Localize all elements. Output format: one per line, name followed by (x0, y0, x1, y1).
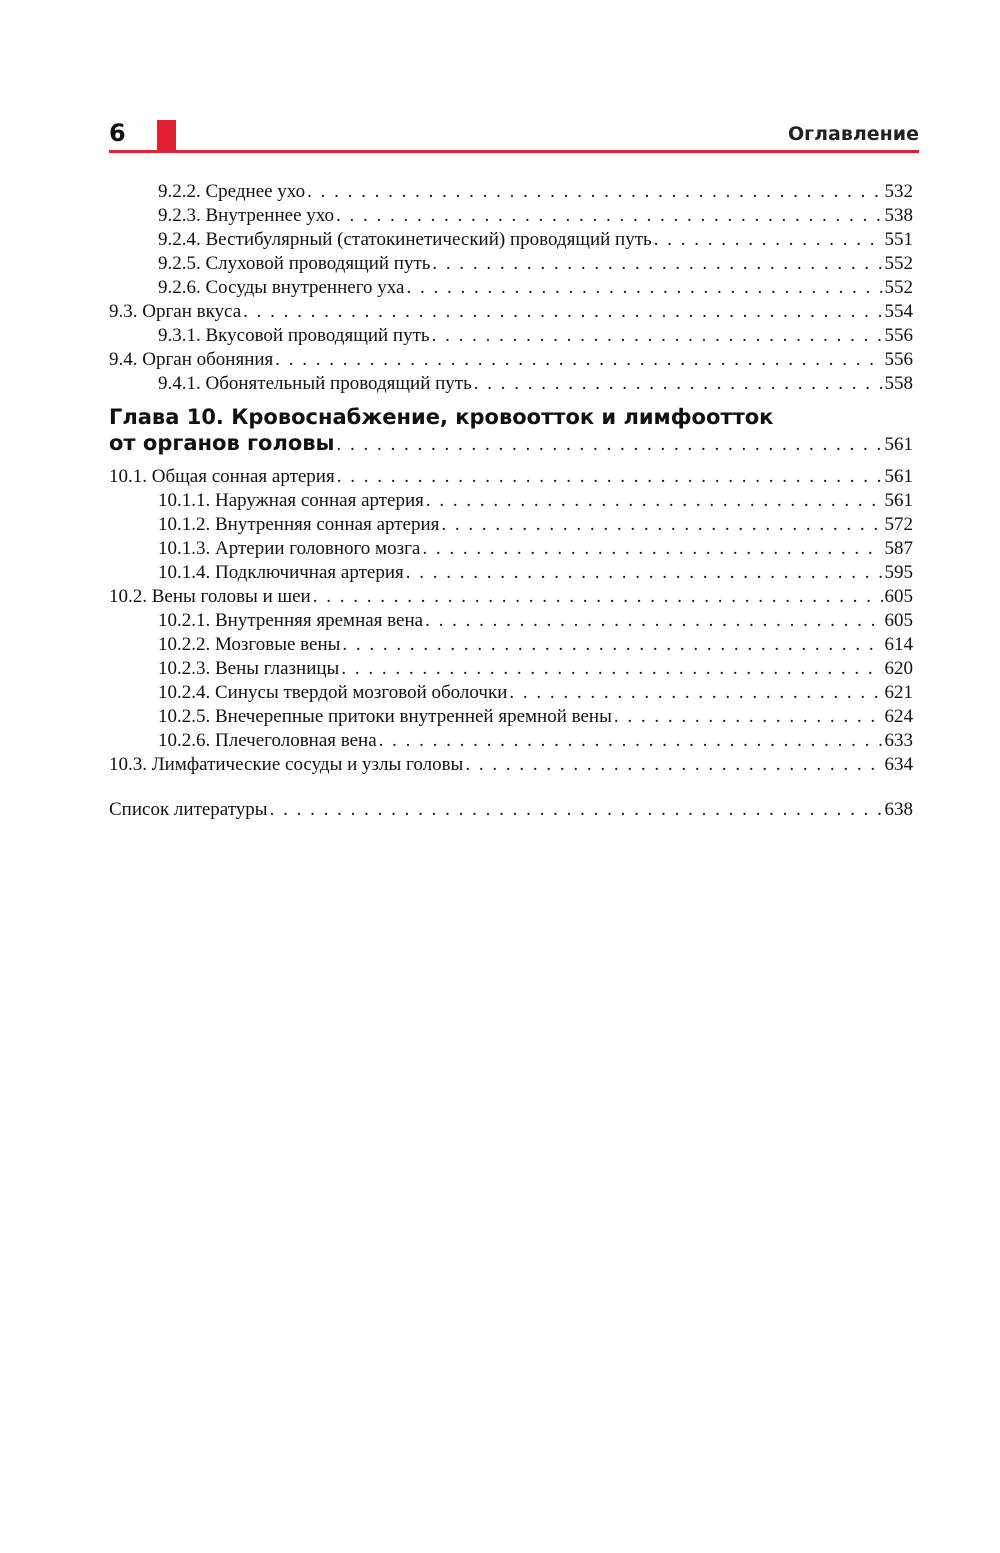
toc-entry[interactable] (109, 657, 913, 681)
toc-entry-label: 10.1.2. Внутренняя сонная артерия (158, 514, 440, 535)
toc-section[interactable] (109, 585, 913, 609)
header-rule (109, 150, 919, 153)
toc-entry-page: 532 (884, 181, 913, 202)
toc-entry-page: 551 (884, 229, 913, 250)
toc-entry-label: 10.1.3. Артерии головного мозга (158, 538, 421, 559)
dot-leader (342, 633, 882, 657)
dot-leader (406, 276, 882, 300)
toc-entry-label: 9.3.1. Вкусовой проводящий путь (158, 325, 430, 346)
toc-entry[interactable] (109, 729, 913, 753)
dot-leader (275, 348, 882, 372)
accent-block (157, 120, 176, 152)
dot-leader (614, 705, 883, 729)
toc-entry-page: 621 (884, 682, 913, 703)
toc-entry-label: 9.2.6. Сосуды внутреннего уха (158, 277, 405, 298)
toc-entry-page: 587 (884, 538, 913, 559)
bibliography-label: Список литературы (109, 799, 268, 820)
toc-entry-page: 556 (884, 325, 913, 346)
toc-section-label: 9.4. Орган обоняния (109, 349, 274, 370)
dot-leader (270, 798, 883, 822)
dot-leader (313, 585, 883, 609)
dot-leader (474, 372, 883, 396)
chapter-page: 561 (884, 434, 913, 455)
toc-entry-label: 9.2.3. Внутреннее ухо (158, 205, 335, 226)
toc-entry-label: 9.2.2. Среднее ухо (158, 181, 306, 202)
toc-entry[interactable] (109, 561, 913, 585)
toc-entry-page: 624 (884, 706, 913, 727)
toc-section[interactable] (109, 348, 913, 372)
chapter-title-row2 (109, 430, 913, 458)
dot-leader (243, 300, 882, 324)
toc-bibliography[interactable] (109, 798, 913, 822)
toc-entry-label: 9.4.1. Обонятельный проводящий путь (158, 373, 472, 394)
toc-entry[interactable] (109, 633, 913, 657)
header-title: Оглавление (788, 123, 919, 145)
toc-entry-page: 572 (884, 514, 913, 535)
toc-entry[interactable] (109, 705, 913, 729)
toc-section-page: 634 (884, 754, 913, 775)
dot-leader (341, 657, 882, 681)
toc-entry[interactable] (109, 609, 913, 633)
toc-entry-label: 10.2.5. Внечерепные притоки внутренней яремной вены (158, 706, 612, 727)
toc-entry-page: 620 (884, 658, 913, 679)
toc-entry[interactable] (109, 681, 913, 705)
toc-entry-page: 552 (884, 253, 913, 274)
toc-entry-page: 595 (884, 562, 913, 583)
dot-leader (337, 432, 883, 458)
chapter-title-line1: Глава 10. Кровоснабжение, кровоотток и лимфоотток (109, 405, 774, 429)
toc-section-page: 561 (884, 466, 913, 487)
toc-entry[interactable] (109, 324, 913, 348)
bibliography-page: 638 (884, 799, 913, 820)
dot-leader (441, 513, 882, 537)
dot-leader (425, 609, 882, 633)
toc-entry-page: 552 (884, 277, 913, 298)
toc-entry-page: 558 (884, 373, 913, 394)
toc-entry-label: 10.1.1. Наружная сонная артерия (158, 490, 424, 511)
dot-leader (426, 489, 883, 513)
running-header (109, 116, 919, 152)
toc-entry-page: 605 (884, 610, 913, 631)
dot-leader (432, 252, 882, 276)
toc-entry-page: 614 (884, 634, 913, 655)
chapter-heading[interactable] (109, 404, 913, 458)
toc-entry[interactable] (109, 204, 913, 228)
dot-leader (432, 324, 883, 348)
dot-leader (337, 465, 883, 489)
toc-entry[interactable] (109, 180, 913, 204)
toc-entry[interactable] (109, 489, 913, 513)
toc-section-label: 10.3. Лимфатические сосуды и узлы головы (109, 754, 464, 775)
toc-entry[interactable] (109, 252, 913, 276)
toc-entry-label: 10.2.1. Внутренняя яремная вена (158, 610, 424, 631)
dot-leader (465, 753, 882, 777)
toc-entry[interactable] (109, 513, 913, 537)
toc-section-label: 10.1. Общая сонная артерия (109, 466, 335, 487)
toc-section-page: 556 (884, 349, 913, 370)
toc-entry-label: 10.1.4. Подключичная артерия (158, 562, 404, 583)
toc-section[interactable] (109, 465, 913, 489)
dot-leader (509, 681, 882, 705)
toc-entry-page: 633 (884, 730, 913, 751)
toc-entry[interactable] (109, 537, 913, 561)
dot-leader (336, 204, 882, 228)
toc-entry-page: 561 (884, 490, 913, 511)
toc-section[interactable] (109, 753, 913, 777)
dot-leader (422, 537, 882, 561)
toc-section-page: 605 (884, 586, 913, 607)
toc-entry-label: 10.2.6. Плечеголовная вена (158, 730, 377, 751)
toc-entry-label: 10.2.4. Синусы твердой мозговой оболочки (158, 682, 508, 703)
toc-entry[interactable] (109, 228, 913, 252)
toc-entry-label: 9.2.4. Вестибулярный (статокинетический) проводящий путь (158, 229, 652, 250)
dot-leader (379, 729, 883, 753)
toc-section[interactable] (109, 300, 913, 324)
dot-leader (307, 180, 882, 204)
dot-leader (654, 228, 883, 252)
toc-entry-label: 10.2.2. Мозговые вены (158, 634, 341, 655)
dot-leader (406, 561, 883, 585)
chapter-title-line2: от органов головы (109, 431, 335, 455)
toc-entry-label: 10.2.3. Вены глазницы (158, 658, 340, 679)
toc-entry-page: 538 (884, 205, 913, 226)
toc-section-label: 10.2. Вены головы и шеи (109, 586, 311, 607)
toc-section-page: 554 (884, 301, 913, 322)
toc-entry-label: 9.2.5. Слуховой проводящий путь (158, 253, 431, 274)
toc-entry[interactable] (109, 276, 913, 300)
toc-section-label: 9.3. Орган вкуса (109, 301, 242, 322)
toc-entry[interactable] (109, 372, 913, 396)
page-number: 6 (109, 119, 126, 147)
